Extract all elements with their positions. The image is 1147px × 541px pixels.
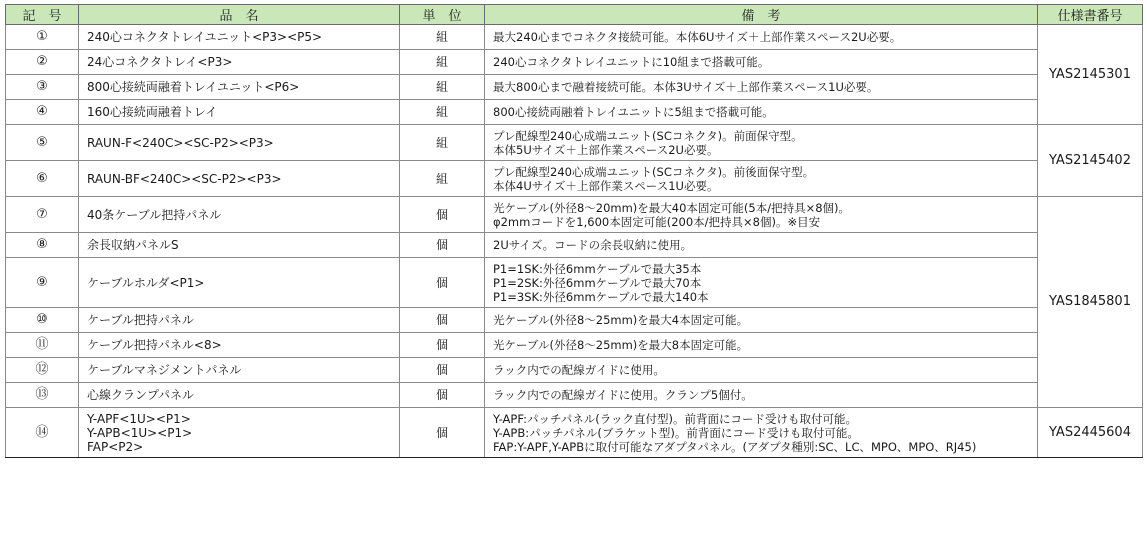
table-row (6, 197, 1143, 233)
spec-number: YAS1845801 (1038, 197, 1143, 408)
header-spec-no: 仕様書番号 (1038, 5, 1143, 25)
row-symbol: ⑬ (6, 383, 79, 408)
header-remarks: 備 考 (485, 5, 1038, 25)
row-unit: 組 (400, 161, 485, 197)
row-name: 40条ケーブル把持パネル (79, 197, 400, 233)
row-unit: 組 (400, 50, 485, 75)
table-row (6, 333, 1143, 358)
row-unit: 個 (400, 408, 485, 458)
row-symbol: ⑤ (6, 125, 79, 161)
table-row (6, 358, 1143, 383)
row-remarks: 光ケーブル(外径8〜25mm)を最大4本固定可能。 (485, 308, 1038, 333)
row-symbol: ⑫ (6, 358, 79, 383)
row-remarks: 最大240心までコネクタ接続可能。本体6Uサイズ＋上部作業スペース2U必要。 (485, 25, 1038, 50)
row-unit: 個 (400, 333, 485, 358)
table-row (6, 383, 1143, 408)
row-remarks: 800心接続両融着トレイユニットに5組まで搭載可能。 (485, 100, 1038, 125)
header-symbol: 記 号 (6, 5, 79, 25)
row-remarks: プレ配線型240心成端ユニット(SCコネクタ)。前後面保守型。 本体4Uサイズ＋上部作業スペース1U必要。 (485, 161, 1038, 197)
row-unit: 個 (400, 383, 485, 408)
row-unit: 個 (400, 258, 485, 308)
row-name: ケーブル把持パネル<8> (79, 333, 400, 358)
table-row (6, 75, 1143, 100)
row-remarks: ラック内での配線ガイドに使用。クランプ5個付。 (485, 383, 1038, 408)
table-row (6, 258, 1143, 308)
row-name: Y-APF<1U><P1> Y-APB<1U><P1> FAP<P2> (79, 408, 400, 458)
row-symbol: ⑧ (6, 233, 79, 258)
row-name: ケーブルホルダ<P1> (79, 258, 400, 308)
row-unit: 個 (400, 233, 485, 258)
header-unit: 単 位 (400, 5, 485, 25)
row-name: 240心コネクタトレイユニット<P3><P5> (79, 25, 400, 50)
row-symbol: ⑦ (6, 197, 79, 233)
spec-table-container (5, 4, 1142, 458)
row-symbol: ⑥ (6, 161, 79, 197)
row-remarks: 最大800心まで融着接続可能。本体3Uサイズ＋上部作業スペース1U必要。 (485, 75, 1038, 100)
row-unit: 個 (400, 197, 485, 233)
spec-number: YAS2145301 (1038, 25, 1143, 125)
row-remarks: Y-APF:パッチパネル(ラック直付型)。前背面にコード受けも取付可能。 Y-APB:パッチパネル(ブラケット型)。前背面にコード受けも取付可能。 FAP:Y-APF,Y-APBに取付可能なアダプタパネル。(アダプタ種別:SC、LC、MPO、MPO、RJ45) (485, 408, 1038, 458)
table-row (6, 25, 1143, 50)
row-unit: 個 (400, 358, 485, 383)
row-remarks: 240心コネクタトレイユニットに10組まで搭載可能。 (485, 50, 1038, 75)
row-remarks: プレ配線型240心成端ユニット(SCコネクタ)。前面保守型。 本体5Uサイズ＋上部作業スペース2U必要。 (485, 125, 1038, 161)
row-symbol: ④ (6, 100, 79, 125)
row-name: ケーブルマネジメントパネル (79, 358, 400, 383)
row-name: RAUN-BF<240C><SC-P2><P3> (79, 161, 400, 197)
row-symbol: ⑪ (6, 333, 79, 358)
row-name: ケーブル把持パネル (79, 308, 400, 333)
table-row (6, 161, 1143, 197)
table-row (6, 233, 1143, 258)
row-unit: 個 (400, 308, 485, 333)
row-name: RAUN-F<240C><SC-P2><P3> (79, 125, 400, 161)
row-unit: 組 (400, 125, 485, 161)
row-symbol: ⑩ (6, 308, 79, 333)
row-unit: 組 (400, 75, 485, 100)
parts-spec-table (5, 4, 1143, 458)
row-name: 心線クランプパネル (79, 383, 400, 408)
row-remarks: 光ケーブル(外径8〜20mm)を最大40本固定可能(5本/把持具×8個)。 φ2mmコードを1,600本固定可能(200本/把持具×8個)。※目安 (485, 197, 1038, 233)
row-remarks: ラック内での配線ガイドに使用。 (485, 358, 1038, 383)
row-symbol: ② (6, 50, 79, 75)
row-unit: 組 (400, 25, 485, 50)
spec-number: YAS2445604 (1038, 408, 1143, 458)
header-row (6, 5, 1143, 25)
table-row (6, 50, 1143, 75)
row-symbol: ⑨ (6, 258, 79, 308)
table-row (6, 408, 1143, 458)
row-symbol: ③ (6, 75, 79, 100)
row-symbol: ① (6, 25, 79, 50)
row-symbol: ⑭ (6, 408, 79, 458)
table-row (6, 100, 1143, 125)
row-name: 24心コネクタトレイ<P3> (79, 50, 400, 75)
row-name: 800心接続両融着トレイユニット<P6> (79, 75, 400, 100)
row-remarks: 2Uサイズ。コードの余長収納に使用。 (485, 233, 1038, 258)
table-row (6, 125, 1143, 161)
spec-number: YAS2145402 (1038, 125, 1143, 197)
table-row (6, 308, 1143, 333)
row-remarks: 光ケーブル(外径8〜25mm)を最大8本固定可能。 (485, 333, 1038, 358)
header-name: 品 名 (79, 5, 400, 25)
row-name: 160心接続両融着トレイ (79, 100, 400, 125)
row-unit: 組 (400, 100, 485, 125)
row-remarks: P1=1SK:外径6mmケーブルで最大35本 P1=2SK:外径6mmケーブルで最大70本 P1=3SK:外径6mmケーブルで最大140本 (485, 258, 1038, 308)
row-name: 余長収納パネルS (79, 233, 400, 258)
